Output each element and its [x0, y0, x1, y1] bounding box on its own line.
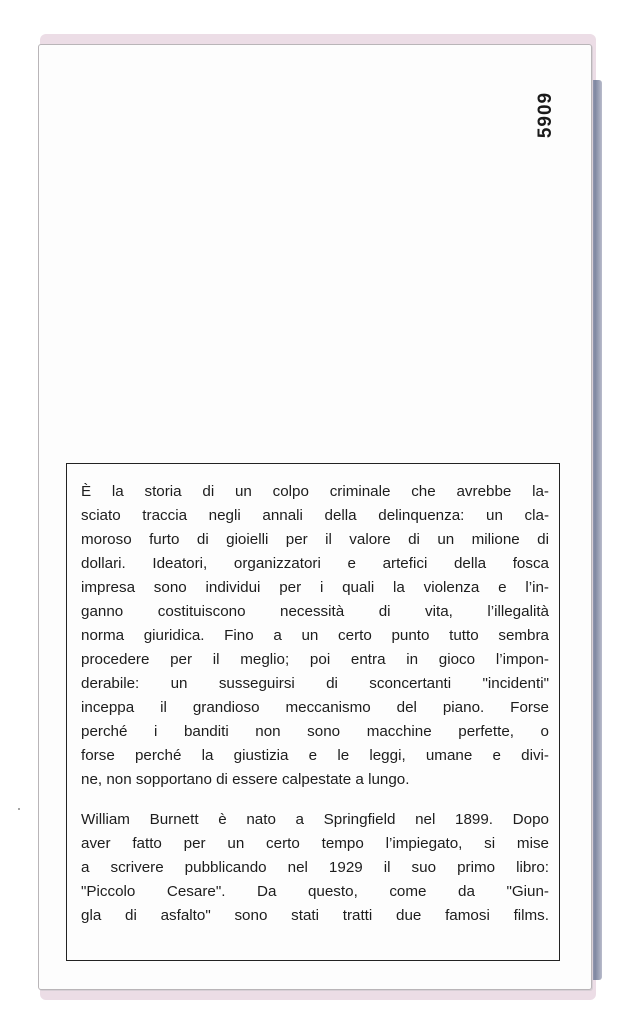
synopsis-line: dollari. Ideatori, organizzatori e artefici della fosca [81, 555, 549, 572]
synopsis-line: norma giuridica. Fino a un certo punto tutto sembra [81, 627, 549, 644]
author-bio-line: gla di asfalto" sono stati tratti due famosi films. [81, 907, 549, 924]
synopsis-line: sciato traccia negli annali della delinquenza: un cla- [81, 507, 549, 524]
synopsis-line: moroso furto di gioielli per il valore di un milione di [81, 531, 549, 548]
author-bio-line: "Piccolo Cesare". Da questo, come da "Giun- [81, 883, 549, 900]
author-bio-line: aver fatto per un certo tempo l’impiegato, si mise [81, 835, 549, 852]
synopsis-paragraph [81, 480, 549, 792]
synopsis-line: inceppa il grandioso meccanismo del piano. Forse [81, 699, 549, 716]
synopsis-line: È la storia di un colpo criminale che avrebbe la- [81, 483, 549, 500]
synopsis-line: ne, non sopportano di essere calpestate a lungo. [81, 771, 410, 788]
synopsis-line: procedere per il meglio; poi entra in gioco l’impon- [81, 651, 549, 668]
catalog-number [526, 88, 566, 142]
synopsis-line: ganno costituiscono necessità di vita, l’illegalità [81, 603, 549, 620]
author-bio-paragraph [81, 808, 549, 928]
author-bio-line: William Burnett è nato a Springfield nel 1899. Dopo [81, 811, 549, 828]
author-bio-line: a scrivere pubblicando nel 1929 il suo primo libro: [81, 859, 549, 876]
synopsis-line: derabile: un susseguirsi di sconcertanti "incidenti" [81, 675, 549, 692]
synopsis-line: perché i banditi non sono macchine perfette, o [81, 723, 549, 740]
synopsis-line: forse perché la giustizia e le leggi, umane e divi- [81, 747, 549, 764]
synopsis-line: impresa sono individui per i quali la violenza e l’in- [81, 579, 549, 596]
blurb-box [66, 463, 560, 961]
paper-speck [18, 808, 20, 810]
catalog-number-text: 5909 [535, 91, 556, 139]
